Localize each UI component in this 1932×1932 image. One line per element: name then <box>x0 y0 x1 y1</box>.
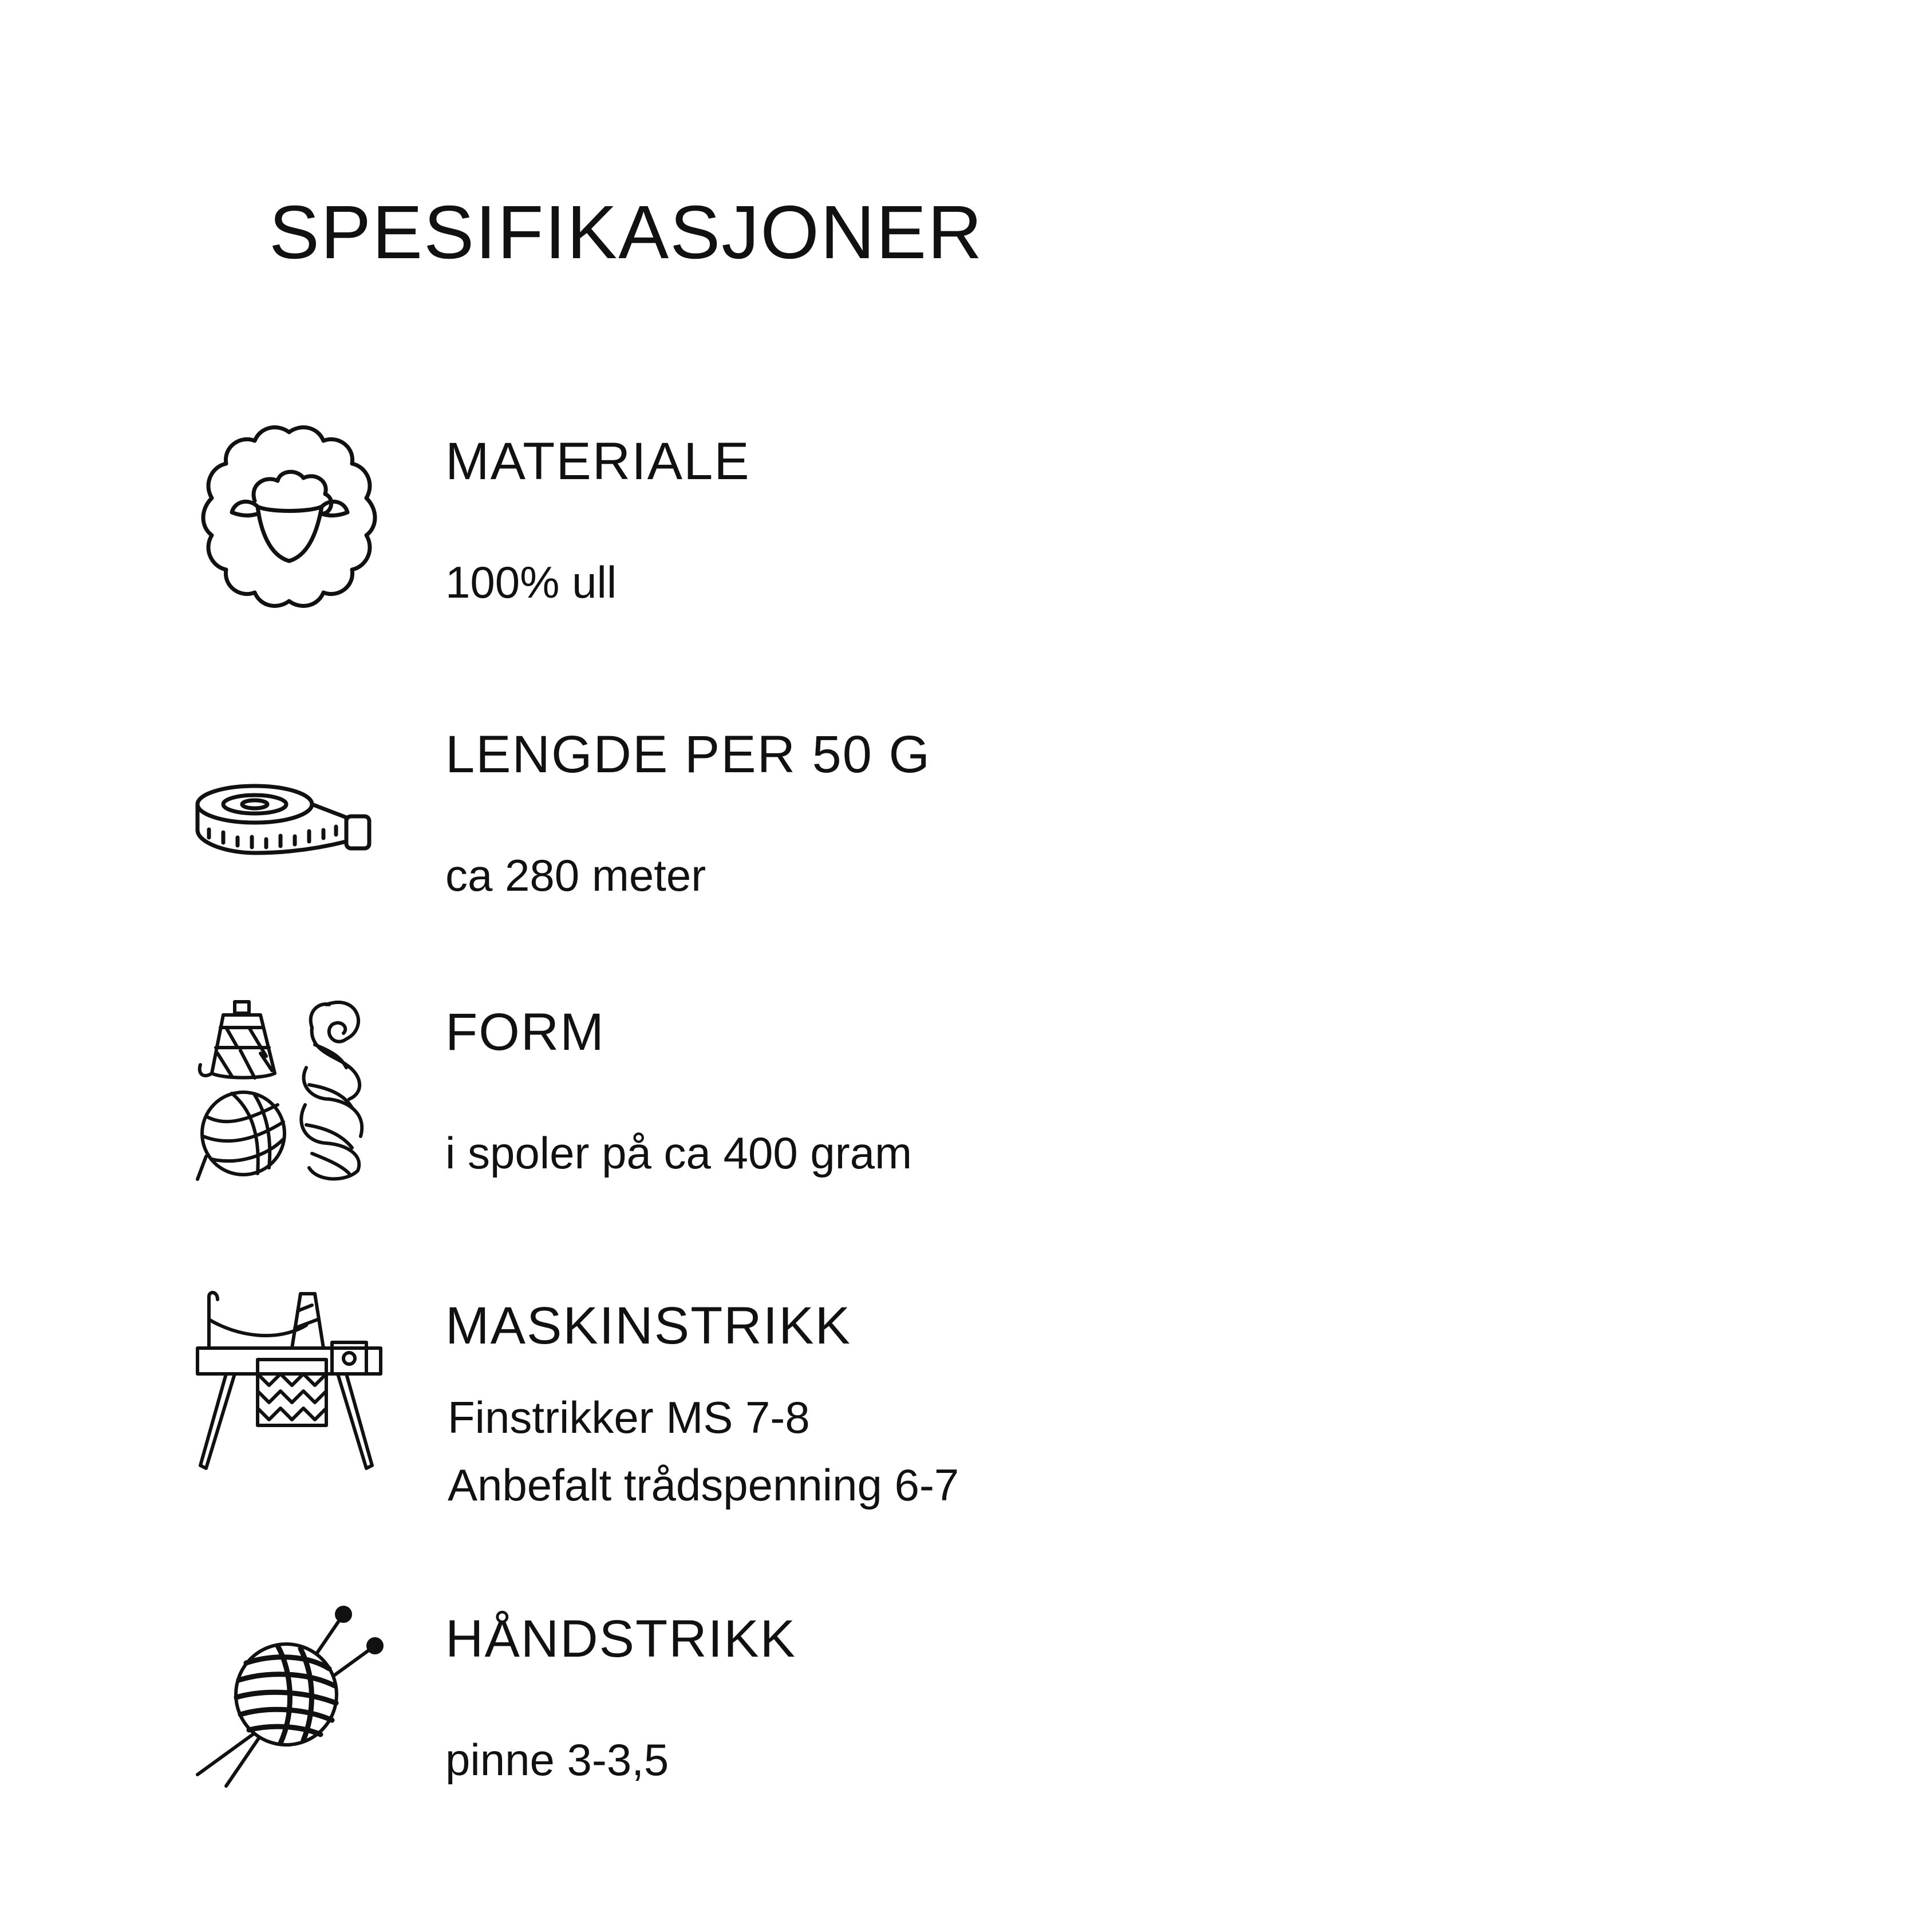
spec-label-handstrikk: HÅNDSTRIKK <box>445 1610 796 1668</box>
spec-value-handstrikk: pinne 3-3,5 <box>445 1735 669 1785</box>
yarn-ball-needles-icon <box>192 1603 389 1797</box>
spec-value-lengde: ca 280 meter <box>445 850 706 900</box>
spec-value-maskinstrikk-line2: Anbefalt trådspenning 6-7 <box>448 1460 959 1510</box>
knitting-machine-icon <box>192 1285 386 1474</box>
spec-value-materiale: 100% ull <box>445 557 617 607</box>
measuring-tape-icon <box>192 779 386 864</box>
spec-label-materiale: MATERIALE <box>445 432 750 491</box>
spec-label-maskinstrikk: MASKINSTRIKK <box>445 1297 852 1355</box>
sheep-icon <box>195 421 384 610</box>
spec-label-lengde: LENGDE PER 50 G <box>445 725 931 784</box>
spec-value-maskinstrikk-line1: Finstrikker MS 7-8 <box>448 1392 810 1443</box>
yarn-forms-icon <box>192 993 386 1182</box>
spec-label-form: FORM <box>445 1003 605 1061</box>
page-title: SPESIFIKASJONER <box>269 190 983 274</box>
spec-value-form: i spoler på ca 400 gram <box>445 1128 912 1178</box>
